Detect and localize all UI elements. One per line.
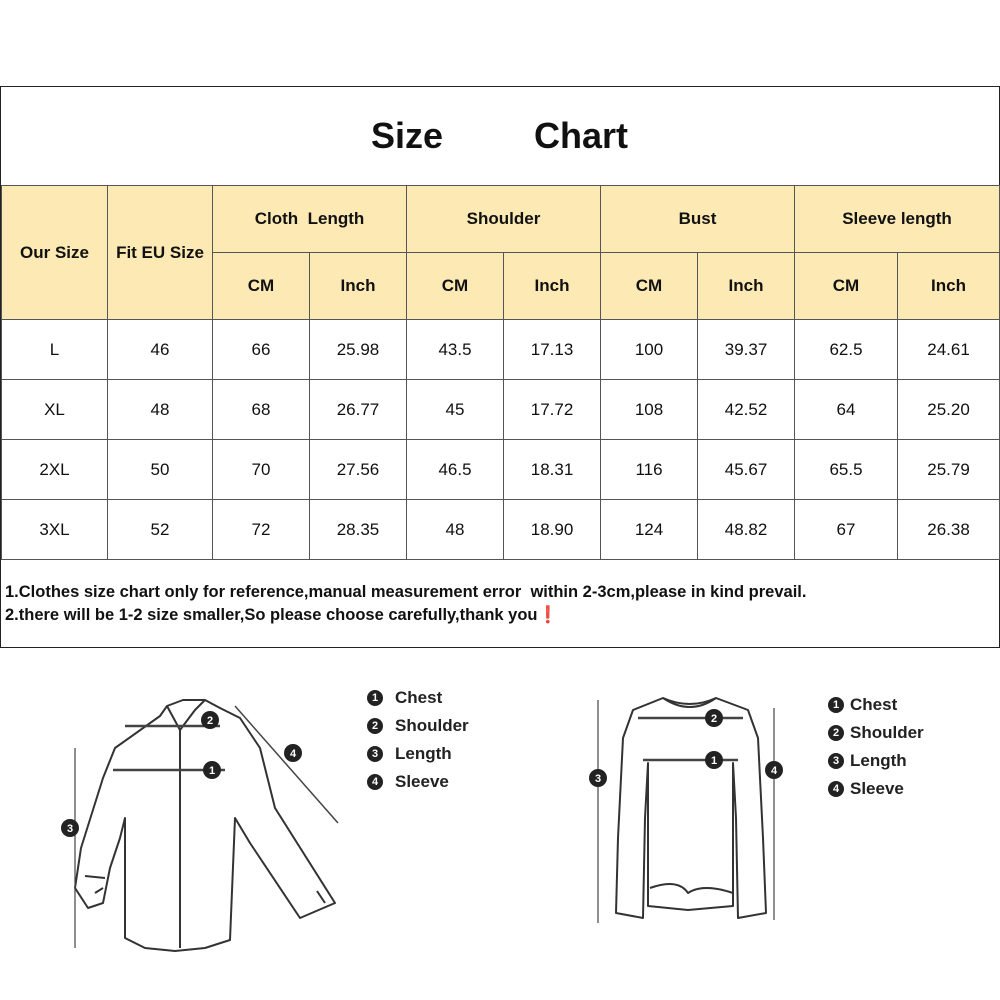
header-sleeve-length: Sleeve length (795, 186, 1000, 253)
number-icon: 1 (828, 697, 844, 713)
cell: 3XL (2, 500, 108, 560)
title-chart: Chart (534, 115, 629, 156)
table-row (2, 440, 1000, 500)
legend-item (828, 719, 924, 747)
cell: 17.72 (504, 380, 601, 440)
cell: 17.13 (504, 320, 601, 380)
number-icon: 3 (367, 746, 383, 762)
legend-item (828, 747, 924, 775)
number-icon: 4 (828, 781, 844, 797)
table-row (2, 320, 1000, 380)
legend-label: Chest (850, 695, 898, 714)
number-icon: 3 (828, 753, 844, 769)
table-row (2, 500, 1000, 560)
legend-label: Shoulder (395, 716, 469, 735)
size-table (1, 185, 1000, 560)
cell: 108 (601, 380, 698, 440)
header-row-top (2, 186, 1000, 253)
cell: 72 (213, 500, 310, 560)
cell: 62.5 (795, 320, 898, 380)
cell: 27.56 (310, 440, 407, 500)
legend-item (367, 740, 469, 768)
legend-label: Chest (395, 688, 443, 707)
cell: 28.35 (310, 500, 407, 560)
cell: 45 (407, 380, 504, 440)
cell: 18.31 (504, 440, 601, 500)
cell: 18.90 (504, 500, 601, 560)
cell: 26.77 (310, 380, 407, 440)
unit-inch: Inch (504, 253, 601, 320)
legend-label: Length (395, 744, 452, 763)
header-bust: Bust (601, 186, 795, 253)
unit-cm: CM (795, 253, 898, 320)
title-size: Size (371, 115, 444, 156)
cell: 48 (108, 380, 213, 440)
marker-3: 3 (594, 773, 602, 785)
cell: 46.5 (407, 440, 504, 500)
unit-inch: Inch (698, 253, 795, 320)
unit-cm: CM (601, 253, 698, 320)
cell: 46 (108, 320, 213, 380)
cell: 43.5 (407, 320, 504, 380)
number-icon: 2 (828, 725, 844, 741)
marker-2: 2 (710, 713, 718, 725)
cell: 25.20 (898, 380, 1000, 440)
cell: 26.38 (898, 500, 1000, 560)
cell: 42.52 (698, 380, 795, 440)
note-line-1: 1.Clothes size chart only for reference,manual measurement error within 2-3cm,please in kind prevail. (5, 583, 807, 601)
marker-3: 3 (66, 823, 74, 835)
legend-item (367, 768, 469, 796)
cell: 24.61 (898, 320, 1000, 380)
cell: 67 (795, 500, 898, 560)
unit-cm: CM (213, 253, 310, 320)
legend-label: Sleeve (395, 772, 449, 791)
measurement-diagrams (0, 648, 1000, 1000)
legend-label: Length (850, 751, 907, 770)
cell: 116 (601, 440, 698, 500)
legend-item (367, 684, 469, 712)
sweater-diagram (588, 688, 798, 938)
legend-label: Sleeve (850, 779, 904, 798)
shirt-diagram (55, 678, 415, 978)
cell: 2XL (2, 440, 108, 500)
marker-1: 1 (208, 765, 216, 777)
cell: 48.82 (698, 500, 795, 560)
cell: 25.79 (898, 440, 1000, 500)
cell: 52 (108, 500, 213, 560)
cell: 68 (213, 380, 310, 440)
marker-4: 4 (770, 765, 778, 777)
number-icon: 4 (367, 774, 383, 790)
legend-label: Shoulder (850, 723, 924, 742)
cell: XL (2, 380, 108, 440)
unit-inch: Inch (310, 253, 407, 320)
note-line-2: 2.there will be 1-2 size smaller,So please choose carefully,thank you❗ (5, 606, 559, 624)
cell: 124 (601, 500, 698, 560)
number-icon: 1 (367, 690, 383, 706)
cell: 39.37 (698, 320, 795, 380)
header-fit-eu-size: Fit EU Size (108, 186, 213, 320)
marker-1: 1 (710, 755, 718, 767)
cell: 48 (407, 500, 504, 560)
cell: 100 (601, 320, 698, 380)
sleeve-line (235, 706, 338, 823)
number-icon: 2 (367, 718, 383, 734)
marker-2: 2 (206, 715, 214, 727)
unit-inch: Inch (898, 253, 1000, 320)
cell: 25.98 (310, 320, 407, 380)
title-row (1, 87, 999, 186)
unit-cm: CM (407, 253, 504, 320)
legend-left (367, 684, 469, 796)
header-shoulder: Shoulder (407, 186, 601, 253)
legend-item (828, 775, 924, 803)
header-our-size: Our Size (2, 186, 108, 320)
cell: 45.67 (698, 440, 795, 500)
size-chart (0, 86, 1000, 648)
cell: 66 (213, 320, 310, 380)
legend-item (828, 691, 924, 719)
legend-right (828, 691, 924, 803)
table-row (2, 380, 1000, 440)
legend-item (367, 712, 469, 740)
cell: 70 (213, 440, 310, 500)
cell: 64 (795, 380, 898, 440)
cell: L (2, 320, 108, 380)
cell: 65.5 (795, 440, 898, 500)
cell: 50 (108, 440, 213, 500)
notes (5, 581, 995, 627)
marker-4: 4 (289, 748, 297, 760)
header-cloth-length: Cloth Length (213, 186, 407, 253)
